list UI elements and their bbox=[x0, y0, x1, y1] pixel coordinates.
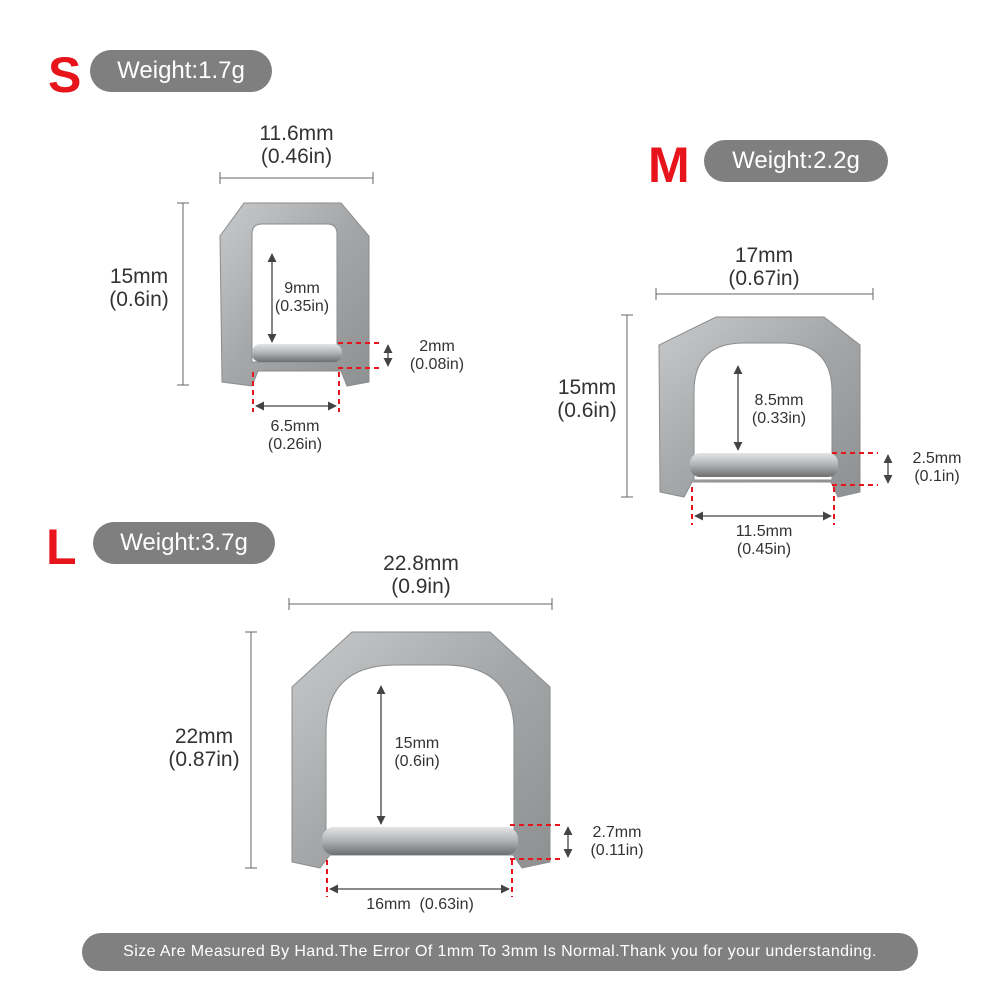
height-label-s: 15mm (0.6in) bbox=[109, 265, 169, 312]
height-label-m: 15mm (0.6in) bbox=[557, 376, 617, 423]
width-label-s: 11.6mm (0.46in) bbox=[259, 122, 334, 169]
pin-label-l: 2.7mm (0.11in) bbox=[590, 824, 644, 859]
height-label-l: 22mm (0.87in) bbox=[168, 725, 240, 772]
weight-badge-s: Weight:1.7g bbox=[90, 50, 272, 92]
weight-badge-l: Weight:3.7g bbox=[93, 522, 275, 564]
inner-label-s: 9mm (0.35in) bbox=[274, 280, 330, 315]
width-label-m: 17mm (0.67in) bbox=[728, 244, 800, 291]
weight-badge-m: Weight:2.2g bbox=[704, 140, 888, 182]
inner-label-l: 15mm (0.6in) bbox=[394, 735, 440, 770]
buckle-m-pin bbox=[690, 453, 838, 477]
width-label-l: 22.8mm (0.9in) bbox=[383, 552, 459, 599]
size-letter-s: S bbox=[48, 47, 82, 103]
disclaimer-banner: Size Are Measured By Hand.The Error Of 1mm To 3mm Is Normal.Thank you for your understanding. bbox=[82, 933, 918, 971]
buckle-s-pin bbox=[252, 344, 342, 362]
size-letter-m: M bbox=[648, 137, 690, 193]
opening-label-l: 16mm (0.63in) bbox=[366, 896, 474, 913]
size-letter-l: L bbox=[46, 519, 77, 575]
inner-label-m: 8.5mm (0.33in) bbox=[751, 392, 807, 427]
opening-label-s: 6.5mm (0.26in) bbox=[267, 418, 323, 453]
pin-label-m: 2.5mm (0.1in) bbox=[912, 450, 962, 485]
opening-label-m: 11.5mm (0.45in) bbox=[735, 523, 793, 558]
buckle-l-pin bbox=[322, 827, 518, 855]
pin-label-s: 2mm (0.08in) bbox=[409, 338, 465, 373]
